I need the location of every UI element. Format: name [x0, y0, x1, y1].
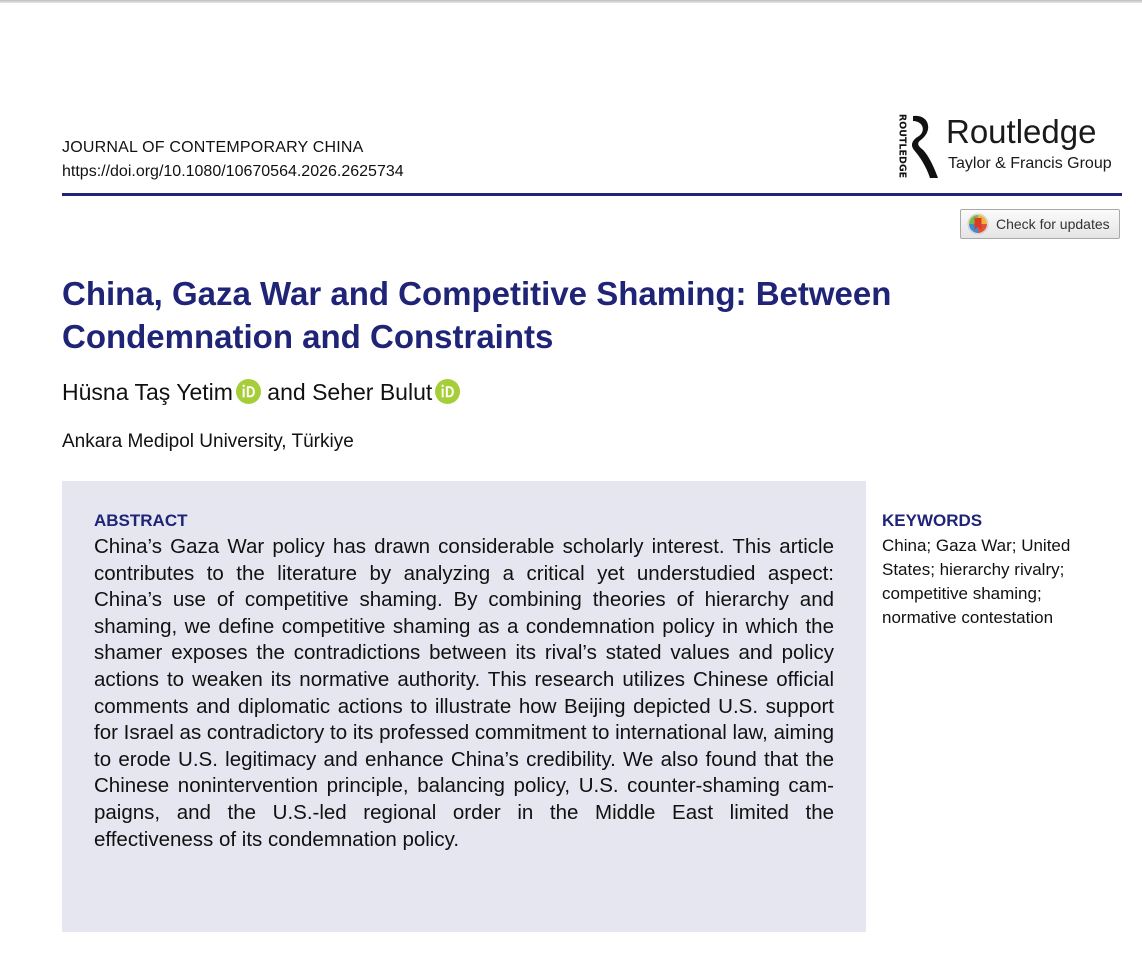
doi-link[interactable]: https://doi.org/10.1080/10670564.2026.2625734: [62, 163, 404, 180]
abstract-text: China’s Gaza War policy has drawn considerable scholarly interest. This article contributes to the literature by analyzing a critical yet understudied aspect: China’s use of competitive shaming. By combining theories of hierarchy and shaming, we define competitive shaming as a condemnation policy in which the shamer exposes the contradictions between its rival’s stated values and policy actions to weaken its normative authority. This research utilizes Chinese official comments and diplomatic actions to illustrate how Beijing depicted U.S. support for Israel as contradictory to its professed commitment to international law, aiming to erode U.S. legitimacy and enhance China’s credibility. We also found that the Chinese nonintervention principle, balancing policy, U.S. counter-shaming campaigns, and the U.S.-led regional order in the Middle East limited the effectiveness of its condemnation policy.: [94, 535, 834, 851]
author-separator: and: [260, 379, 313, 405]
check-for-updates-label: Check for updates: [996, 216, 1110, 232]
publisher-name: Routledge: [946, 113, 1097, 150]
orcid-icon[interactable]: [435, 379, 460, 404]
abstract-heading: ABSTRACT: [94, 511, 188, 530]
check-for-updates-button[interactable]: [960, 209, 1120, 239]
author-name[interactable]: Seher Bulut: [312, 379, 433, 405]
publisher-group: Taylor & Francis Group: [948, 155, 1112, 172]
abstract-box: [62, 481, 866, 932]
author-affiliation: Ankara Medipol University, Türkiye: [62, 431, 354, 452]
check-for-updates-icon: [967, 213, 989, 235]
article-title: China, Gaza War and Competitive Shaming: Between Condemnation and Constraints: [62, 275, 892, 355]
author-name[interactable]: Hüsna Taş Yetim: [62, 379, 233, 405]
orcid-icon[interactable]: [236, 379, 261, 404]
keywords-section: [882, 510, 1112, 630]
keywords-list: China; Gaza War; United States; hierarchy rivalry; competitive shaming; normative contestation: [882, 536, 1071, 627]
journal-name: JOURNAL OF CONTEMPORARY CHINA: [62, 139, 364, 156]
header-rule: [62, 193, 1122, 196]
publisher-logo: [889, 110, 1129, 182]
journal-header: [62, 136, 404, 184]
routledge-logo-text: ROUTLEDGE: [896, 113, 908, 179]
routledge-logo-icon: [889, 112, 939, 180]
keywords-heading: KEYWORDS: [882, 511, 983, 530]
window-top-edge: [0, 0, 1142, 3]
author-list: [62, 376, 460, 408]
